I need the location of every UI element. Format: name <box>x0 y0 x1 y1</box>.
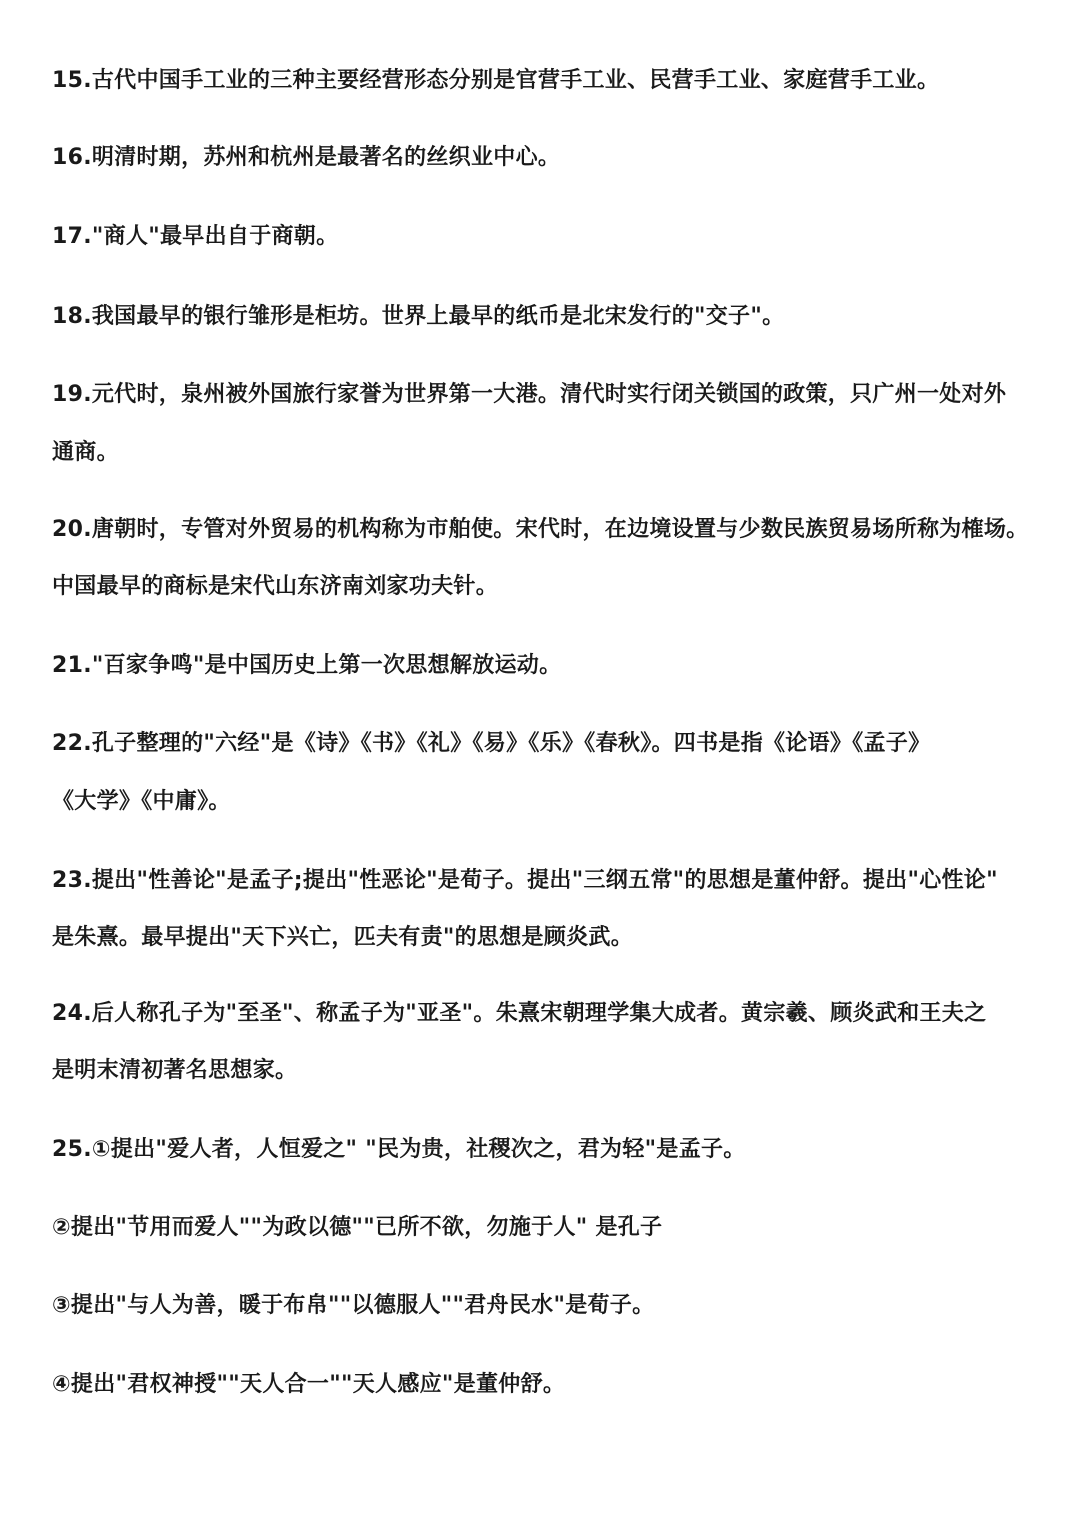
item-25-sub-4: ④提出"君权神授""天人合一""天人感应"是董仲舒。 <box>52 1372 566 1397</box>
item-23-line-1: 23.提出"性善论"是孟子;提出"性恶论"是荀子。提出"三纲五常"的思想是董仲舒。提出"心性论" <box>52 868 998 893</box>
item-21-line-1: 21."百家争鸣"是中国历史上第一次思想解放运动。 <box>52 653 562 678</box>
item-19-line-2: 通商。 <box>52 440 119 465</box>
item-24-line-2: 是明末清初著名思想家。 <box>52 1058 298 1083</box>
item-25-sub-3: ③提出"与人为善，暖于布帛""以德服人""君舟民水"是荀子。 <box>52 1293 655 1318</box>
item-19-line-1: 19.元代时，泉州被外国旅行家誉为世界第一大港。清代时实行闭关锁国的政策，只广州一处对外 <box>52 382 1007 407</box>
item-16-line-1: 16.明清时期，苏州和杭州是最著名的丝织业中心。 <box>52 145 561 170</box>
item-24-line-1: 24.后人称孔子为"至圣"、称孟子为"亚圣"。朱熹宋朝理学集大成者。黄宗羲、顾炎武和王夫之 <box>52 1001 987 1026</box>
item-25-sub-2: ②提出"节用而爱人""为政以德""已所不欲，勿施于人" 是孔子 <box>52 1215 663 1240</box>
item-17-line-1: 17."商人"最早出自于商朝。 <box>52 224 339 249</box>
item-20-line-2: 中国最早的商标是宋代山东济南刘家功夫针。 <box>52 574 499 599</box>
item-18-line-1: 18.我国最早的银行雏形是柜坊。世界上最早的纸币是北宋发行的"交子"。 <box>52 304 785 329</box>
item-23-line-2: 是朱熹。最早提出"天下兴亡，匹夫有责"的思想是顾炎武。 <box>52 925 634 950</box>
item-20-line-1: 20.唐朝时，专管对外贸易的机构称为市舶使。宋代时，在边境设置与少数民族贸易场所称为榷场。 <box>52 517 1029 542</box>
item-22-line-2: 《大学》《中庸》。 <box>52 789 231 814</box>
item-15-line-1: 15.古代中国手工业的三种主要经营形态分别是官营手工业、民营手工业、家庭营手工业。 <box>52 68 940 93</box>
item-22-line-1: 22.孔子整理的"六经"是《诗》《书》《礼》《易》《乐》《春秋》。四书是指《论语》《孟子》 <box>52 731 931 756</box>
item-25-line-1: 25.①提出"爱人者，人恒爱之" "民为贵，社稷次之，君为轻"是孟子。 <box>52 1137 746 1162</box>
